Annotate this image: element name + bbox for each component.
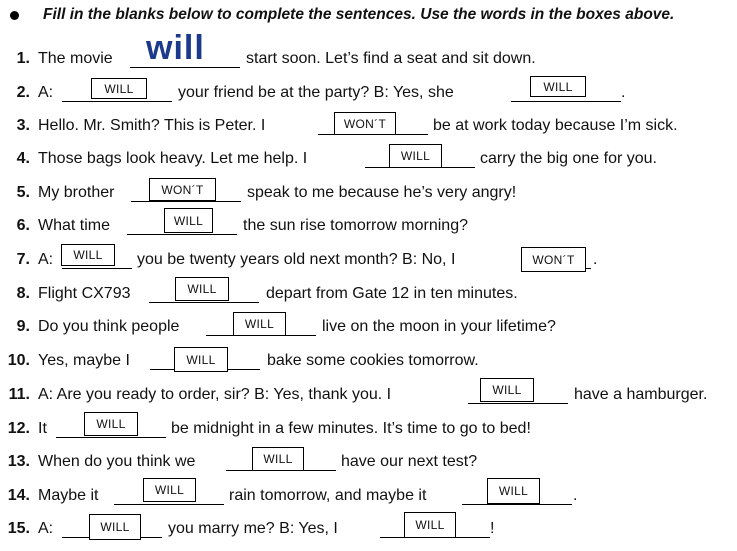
answer-blank[interactable] (468, 403, 568, 404)
sentence-text: you be twenty years old next month? B: No, I (137, 251, 456, 268)
answer-box: WILL (487, 478, 540, 504)
answer-blank[interactable] (131, 201, 241, 202)
answer-blank[interactable] (114, 504, 224, 505)
answer-box: WILL (175, 277, 229, 301)
answer-box: WILL (164, 208, 213, 233)
answer-box: WON´T (334, 112, 396, 135)
item-number: 4. (16, 150, 30, 167)
sentence-text: Flight CX793 (38, 285, 131, 302)
sentence-text: What time (38, 217, 111, 234)
sentence-text: rain tomorrow, and maybe it (229, 487, 427, 504)
sentence-text: Maybe it (38, 487, 99, 504)
sentence-text: A: (38, 251, 54, 268)
sentence-text: A: (38, 84, 54, 101)
sentence-text: The movie (38, 50, 113, 67)
handwritten-answer: will (146, 29, 205, 67)
answer-box: WON´T (149, 178, 216, 201)
answer-blank[interactable] (62, 268, 132, 269)
item-number: 5. (16, 184, 30, 201)
answer-box: WILL (143, 478, 196, 502)
sentence-text: . (621, 84, 626, 101)
item-number: 9. (16, 318, 30, 335)
answer-blank[interactable] (56, 437, 166, 438)
sentence-text: you marry me? B: Yes, I (168, 520, 338, 537)
sentence-text: bake some cookies tomorrow. (267, 352, 479, 369)
answer-blank[interactable] (62, 101, 172, 102)
bullet-icon (10, 11, 19, 20)
item-number: 1. (16, 50, 30, 67)
answer-box: WILL (91, 78, 147, 99)
item-number: 10. (7, 352, 30, 369)
sentence-text: When do you think we (38, 453, 196, 470)
item-number: 11. (8, 386, 30, 403)
item-number: 3. (16, 117, 30, 134)
sentence-text: It (38, 420, 47, 437)
answer-box: WILL (174, 347, 228, 372)
answer-box: WILL (89, 514, 141, 540)
answer-box: WILL (530, 76, 586, 97)
sentence-text: A: Are you ready to order, sir? B: Yes, thank you. I (38, 386, 392, 403)
sentence-text: the sun rise tomorrow morning? (243, 217, 468, 234)
sentence-text: . (573, 487, 578, 504)
answer-blank[interactable] (511, 101, 621, 102)
item-number: 15. (7, 520, 30, 537)
sentence-text: speak to me because he’s very angry! (247, 184, 517, 201)
sentence-text: your friend be at the party? B: Yes, she (178, 84, 454, 101)
answer-box: WILL (61, 244, 115, 266)
answer-box: WILL (404, 512, 456, 538)
answer-box: WILL (480, 378, 534, 402)
sentence-text: live on the moon in your lifetime? (322, 318, 556, 335)
sentence-text: carry the big one for you. (480, 150, 657, 167)
answer-box: WILL (233, 312, 286, 336)
sentence-text: be midnight in a few minutes. It’s time to go to bed! (171, 420, 531, 437)
instruction-text: Fill in the blanks below to complete the sentences. Use the words in the boxes above. (43, 6, 675, 23)
sentence-text: My brother (38, 184, 115, 201)
answer-blank[interactable] (462, 504, 572, 505)
item-number: 14. (7, 487, 30, 504)
sentence-text: . (593, 251, 598, 268)
sentence-text: ! (490, 520, 495, 537)
item-number: 12. (7, 420, 30, 437)
answer-box: WILL (252, 447, 304, 471)
sentence-text: have a hamburger. (574, 386, 708, 403)
answer-box: WILL (389, 144, 442, 168)
sentence-text: Yes, maybe I (38, 352, 130, 369)
sentence-text: start soon. Let’s find a seat and sit down. (246, 50, 536, 67)
answer-blank[interactable] (127, 234, 237, 235)
sentence-text: Do you think people (38, 318, 180, 335)
answer-box: WON´T (521, 247, 586, 272)
sentence-text: A: (38, 520, 54, 537)
answer-box: WILL (84, 412, 138, 436)
sentence-text: Hello. Mr. Smith? This is Peter. I (38, 117, 266, 134)
sentence-text: depart from Gate 12 in ten minutes. (266, 285, 518, 302)
sentence-text: be at work today because I’m sick. (433, 117, 678, 134)
instructions (10, 3, 674, 27)
item-number: 8. (16, 285, 30, 302)
item-number: 2. (16, 84, 30, 101)
sentence-text: Those bags look heavy. Let me help. I (38, 150, 308, 167)
answer-blank[interactable] (130, 67, 240, 68)
item-number: 7. (16, 251, 30, 268)
item-number: 6. (16, 217, 30, 234)
item-number: 13. (7, 453, 30, 470)
sentence-text: have our next test? (341, 453, 478, 470)
answer-blank[interactable] (149, 302, 259, 303)
